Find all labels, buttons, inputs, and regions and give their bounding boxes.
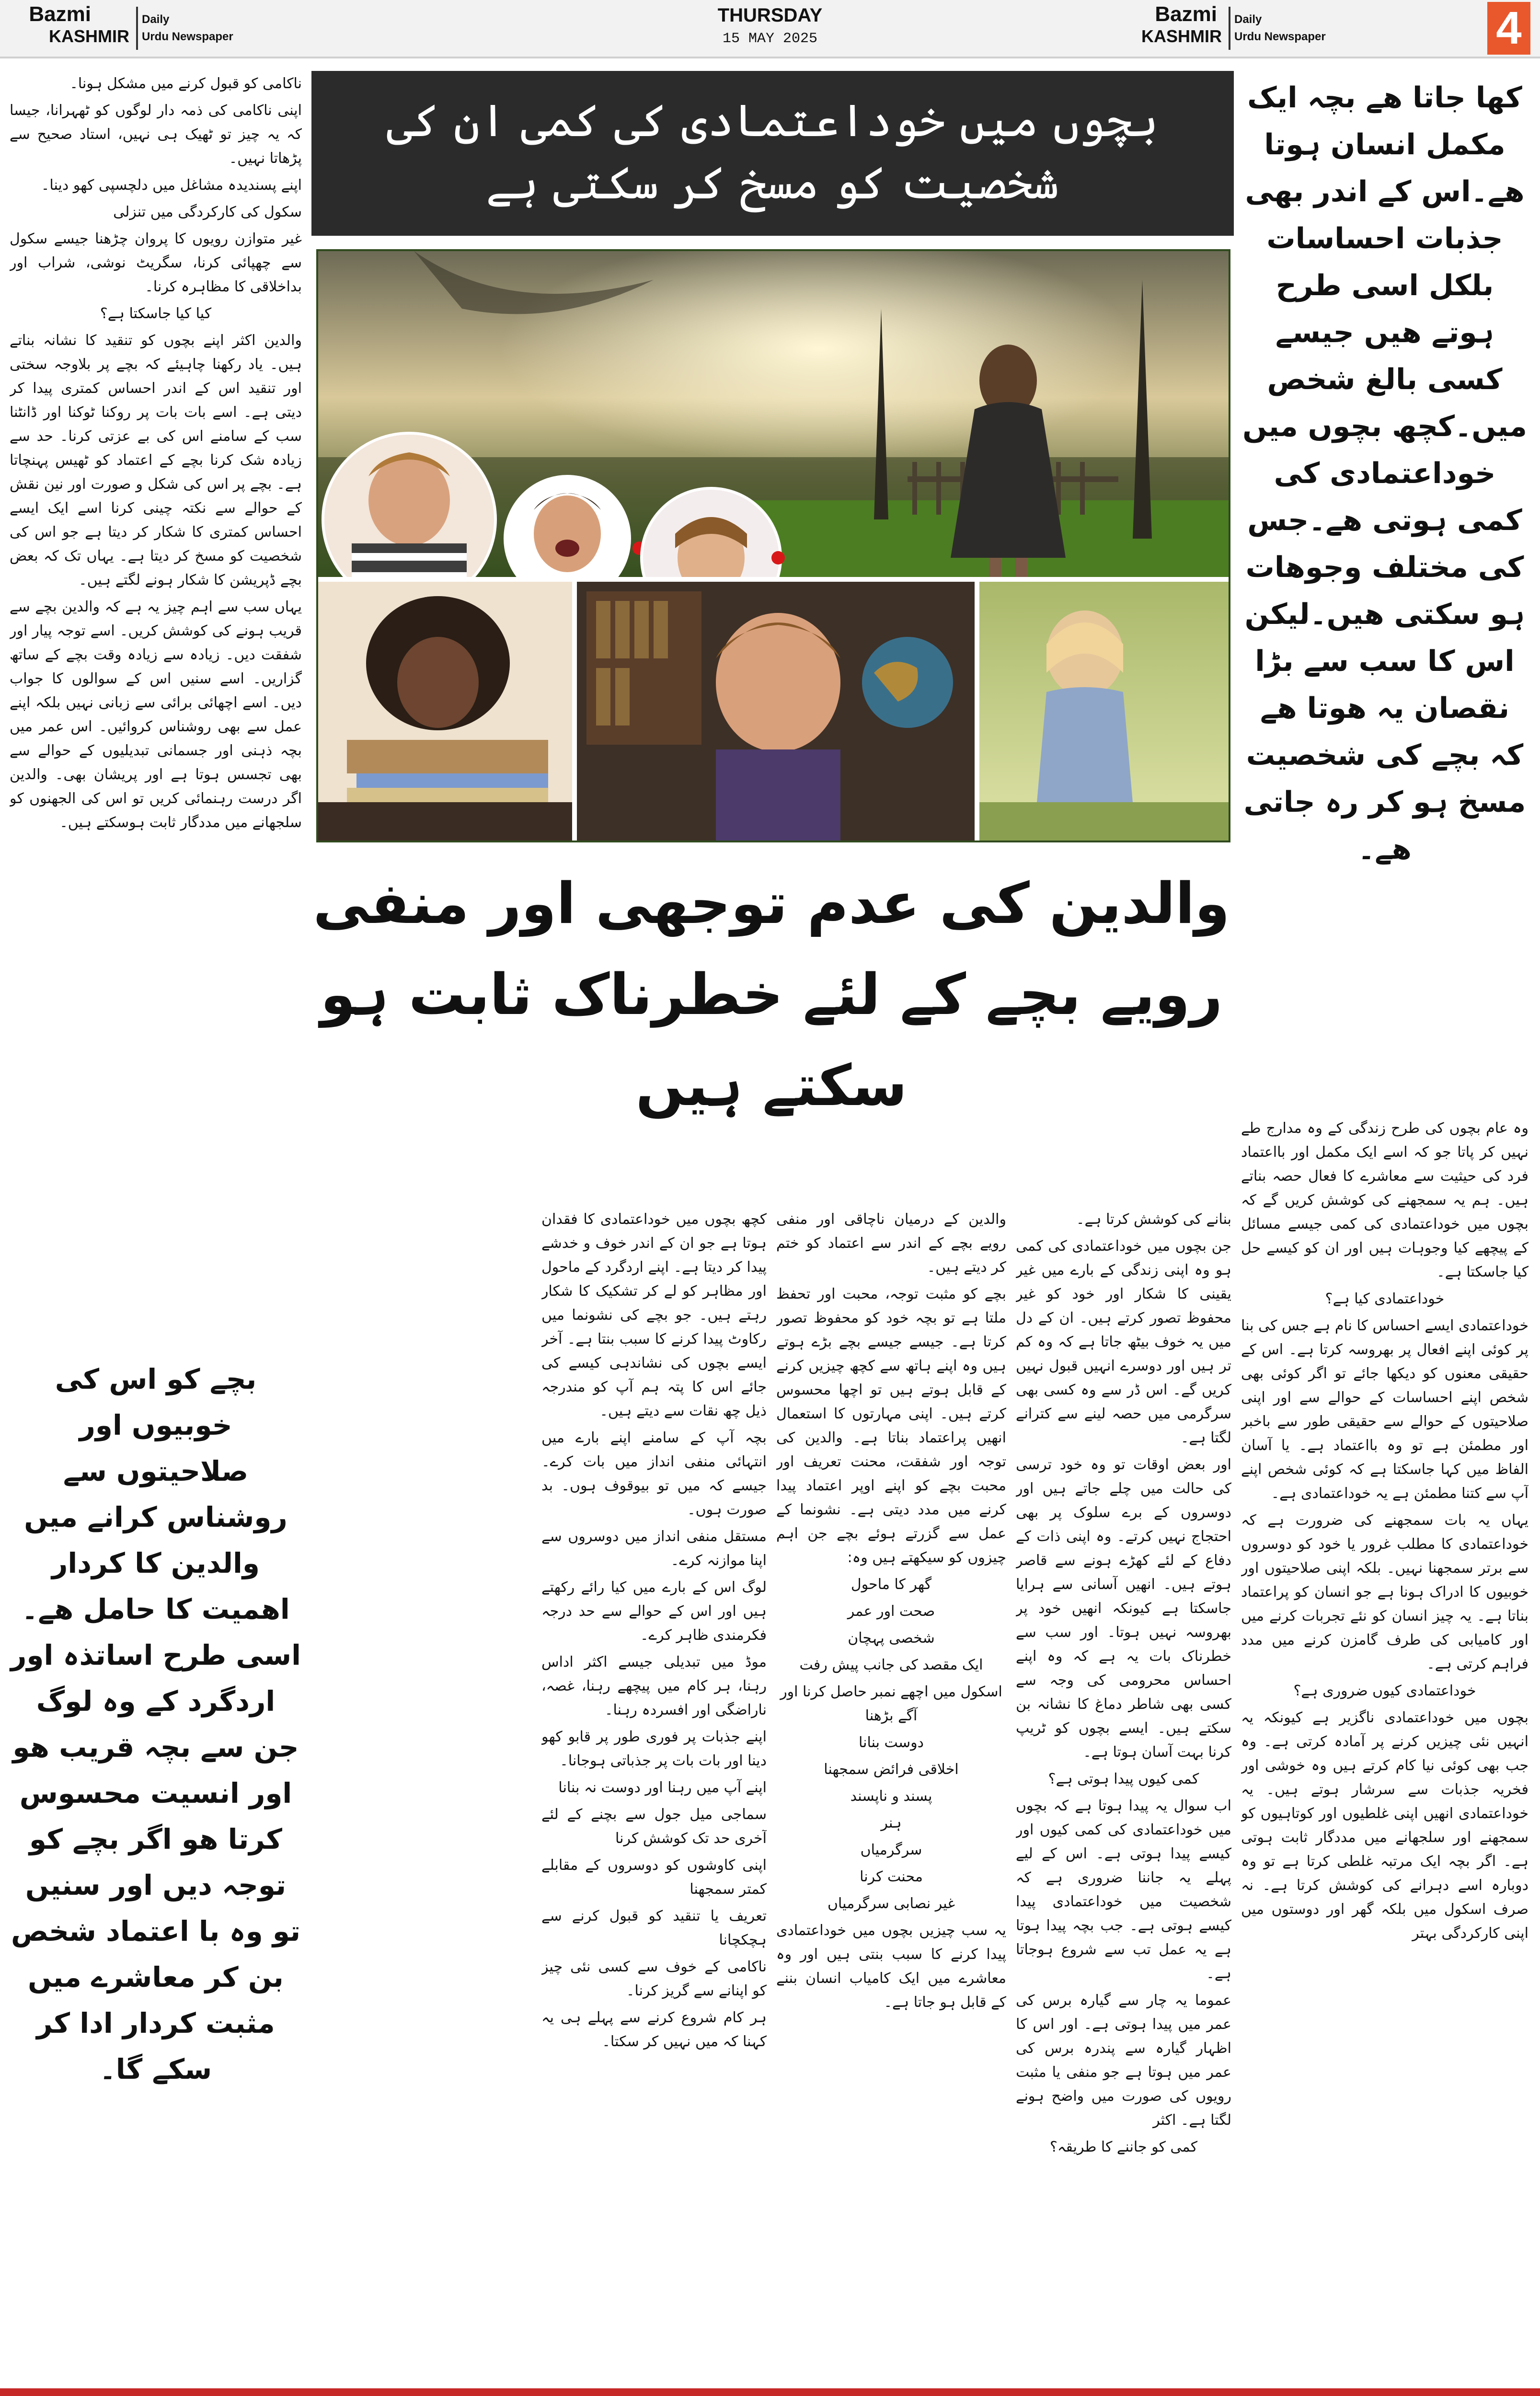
- section-heading: کمی کیوں پیدا ہوتی ہے؟: [1048, 1771, 1199, 1787]
- left-body-column: [10, 72, 302, 1347]
- brand-name-bottom: KASHMIR: [49, 26, 129, 46]
- section-heading: کمی کو جاننے کا طریقہ؟: [1049, 2139, 1198, 2155]
- paragraph: یہ سب چیزیں بچوں میں خوداعتمادی پیدا کرنے کا سبب بنتی ہیں اور وہ معاشرے میں ایک کامیاب انسان بننے کے قابل ہو جاتا ہے۔: [776, 1922, 1006, 2011]
- brand-tagline: Urdu Newspaper: [142, 30, 233, 43]
- paragraph: اپنے آپ میں رہنا اور دوست نہ بنانا: [558, 1779, 767, 1796]
- paragraph: اپنے پسندیدہ مشاغل میں دلچسپی کھو دینا۔: [41, 177, 302, 194]
- section-heading: کیا کیا جاسکتا ہے؟: [100, 305, 212, 322]
- list-item: شخصی پہچان: [848, 1630, 935, 1647]
- paragraph: مستقل منفی انداز میں دوسروں سے اپنا موازنہ کرے۔: [541, 1528, 767, 1569]
- header-day: THURSDAY: [717, 5, 823, 26]
- paragraph: بنانے کی کوشش کرتا ہے۔: [1076, 1211, 1231, 1228]
- right-pullquote: کھا جاتا ھے بچہ ایک مکمل انسان ہوتا ھے۔اس کے اندر بھی جذبات احساسات بلکل اسی طرح ہوتے ھیں جیسے کسی بالغ شخص میں۔کچھ بچوں میں خوداعتمادی کی کمی ہوتی ھے۔جس کی مختلف وجوھات ہو سکتی ھیں۔لیکن اس کا سب سے بڑا نقصان یہ ھوتا ھے کہ بچے کی شخصیت مسخ ہو کر رہ جاتی ھے۔: [1242, 81, 1527, 866]
- paragraph: اپنے جذبات پر فوری طور پر قابو کھو دینا اور بات بات پر جذباتی ہوجانا۔: [541, 1728, 767, 1769]
- paragraph: یہاں یہ بات سمجھنے کی ضرورت ہے کہ خوداعتمادی کا مطلب غرور یا خود کو دوسروں سے برتر سمجھنا نہیں۔ بلکہ اپنی صلاحیتوں اور خوبیوں کا ادراک ہونا ہے جو انسان کو پراعتماد بناتا ہے۔ یہ چیز انسان کو نئے تجربات کرنے میں اور کامیابی کی طرف گامزن کرنے میں مدد فراہم کرتی ہے۔: [1241, 1512, 1529, 1672]
- paragraph: ناکامی کے خوف سے کسی نئی چیز کو اپنانے سے گریز کرنا۔: [541, 1958, 767, 1999]
- brand-divider: [136, 7, 138, 50]
- page-number-badge: 4: [1487, 2, 1530, 55]
- footer-rule: [0, 2388, 1540, 2396]
- middle-column: [776, 1208, 1006, 2382]
- paragraph: ناکامی کو قبول کرنے میں مشکل ہونا۔: [69, 75, 302, 92]
- section-heading: خوداعتمادی کیوں ضروری ہے؟: [1293, 1682, 1476, 1699]
- list-item: غیر نصابی سرگرمیاں: [827, 1895, 955, 1912]
- section-heading: خوداعتمادی کیا ہے؟: [1325, 1290, 1445, 1307]
- paragraph: خوداعتمادی ایسے احساس کا نام ہے جس کی بنا پر کوئی اپنے افعال پر بھروسہ کرتا ہے۔ اس کے حقیقی معنوں کو دیکھا جائے تو اگر کوئی بھی شخص اپنے احساسات کے حوالے سے اور اپنی صلاحیتوں کے حوالے سے حقیقی طور سے باخبر اور مطمئن ہے تو وہ بااعتماد ہے۔ یا آسان الفاظ میں کہا جاسکتا ہے کہ کوئی شخص اپنے آپ سے کتنا مطمئن ہے یہ خوداعتمادی ہے۔: [1241, 1317, 1529, 1502]
- list-item: ہنر: [881, 1815, 902, 1832]
- right-body-column: [1241, 1117, 1529, 2382]
- paragraph: غیر متوازن رویوں کا پروان چڑھنا جیسے سکول سے چھپائی کرنا، سگریٹ نوشی، شراب اور بداخلاقی کا مظاہرہ کرنا۔: [10, 230, 302, 295]
- paragraph: اور بعض اوقات تو وہ خود ترسی کی حالت میں چلے جاتے ہیں اور دوسروں کے برے سلوک پر بھی احتجاج نہیں کرتے۔ وہ اپنی ذات کے دفاع کے لئے کھڑے ہونے سے قاصر ہوتے ہیں۔ انھیں آسانی سے ہرایا جاسکتا ہے کیونکہ انھیں خود پر بھروسہ نہیں ہوتا۔ اور سب سے خطرناک بات یہ ہے کہ وہ اپنے احساس محرومی کی وجہ سے کسی بھی شاطر دماغ کا نشانہ بن سکتے ہیں۔ ایسے بچوں کو ٹریپ کرنا بہت آسان ہوتا ہے۔: [1016, 1456, 1231, 1761]
- paragraph: بچوں میں خوداعتمادی ناگزیر ہے کیونکہ یہ انہیں نئی چیزیں کرنے پر آمادہ کرتی ہے۔ وہ جب بھی کوئی نیا کام کرتے ہیں وہ خوشی اور فخریہ جذبات سے سرشار ہوتے ہیں۔ یہ خوداعتمادی انھیں اپنی غلطیوں اور کوتاہیوں کو سمجھنے اور سلجھانے میں مددگار ثابت ہوتی ہے۔ اگر بچہ ایک مرتبہ غلطی کرتا ہے تو وہ دوبارہ اسے دہرانے کی کوشش کرتا ہے۔ نہ صرف اسکول میں بلکہ گھر اور دوستوں میں اپنی کارکردگی بہتر: [1241, 1709, 1529, 1942]
- middle-left-column: [541, 1208, 767, 2382]
- list-item: صحت اور عمر: [847, 1603, 935, 1620]
- paragraph: عموما یہ چار سے گیارہ برس کی عمر میں پیدا ہوتی ہے۔ اور اس کا اظہار گیارہ سے پندرہ برس کی عمر میں ہوتا ہے جو منفی یا مثبت رویوں کی صورت میں واضح ہونے لگتا ہے۔ اکثر: [1016, 1992, 1231, 2129]
- paragraph: اپنی کاوشوں کو دوسروں کے مقابلے کمتر سمجھنا: [541, 1857, 767, 1898]
- paragraph: موڈ میں تبدیلی جیسے اکثر اداس رہنا، ہر کام میں پیچھے رہنا، غصہ، ناراضگی اور افسردہ رہنا۔: [541, 1654, 767, 1718]
- brand-name-bottom-right: KASHMIR: [1141, 26, 1222, 46]
- list-item: اخلاقی فرائض سمجھنا: [824, 1761, 959, 1778]
- paragraph: کچھ بچوں میں خوداعتمادی کا فقدان ہوتا ہے جو ان کے اندر خوف و خدشے پیدا کر دیتا ہے۔ اپنے اردگرد کے ماحول اور مظاہر کو لے کر تشکیک کا شکار رہتے ہیں۔ جو بچے کی نشونما میں رکاوٹ پیدا کرنے کا سبب بنتا ہے۔ آخر ایسے بچوں کی نشاندہی کیسے کی جائے اس کا پتہ ہم آپ کو مندرجہ ذیل چھ نقات سے دیتے ہیں۔: [541, 1211, 767, 1419]
- brand-name-top: Bazmi: [29, 2, 91, 26]
- list-item: گھر کا ماحول: [850, 1576, 932, 1593]
- brand-tagline-right: Urdu Newspaper: [1234, 30, 1326, 43]
- paragraph: لوگ اس کے بارے میں کیا رائے رکھتے ہیں اور اس کے حوالے سے حد درجہ فکرمندی ظاہر کرے۔: [541, 1579, 767, 1644]
- collage-illustration: [318, 251, 1229, 841]
- paragraph: سماجی میل جول سے بچنے کے لئے آخری حد تک کوشش کرنا: [541, 1806, 767, 1847]
- paragraph: تعریف یا تنقید کو قبول کرنے سے ہچکچانا: [541, 1908, 767, 1948]
- paragraph: وہ عام بچوں کی طرح زندگی کے وہ مدارج طے نہیں کر پاتا جو کہ اسے ایک مکمل اور بااعتماد فرد کی حیثیت سے معاشرے کا فعال حصہ بناتے ہیں۔ ہم یہ سمجھنے کی کوشش کریں گے کہ بچوں میں خوداعتمادی کی کمی جیسے مسائل کے پیچھے کیا وجوہات ہیں اور ان کو کیسے حل کیا جاسکتا ہے۔: [1241, 1120, 1529, 1280]
- list-item: پسند و ناپسند: [850, 1788, 932, 1805]
- paragraph: بچے کو مثبت توجہ، محبت اور تحفظ ملتا ہے تو بچہ خود کو محفوظ تصور کرتا ہے۔ جیسے جیسے بچے بڑے ہوتے ہیں وہ اپنے ہاتھ سے کچھ چیزیں کرنے کے قابل ہوتے ہیں تو اچھا محسوس کرتے ہیں۔ اپنی مہارتوں کا استعمال انھیں پراعتماد بناتا ہے۔ والدین کی توجہ اور شفقت، محنت تعریف اور محبت بچے کو اپنے اوپر اعتماد پیدا کرنے میں مدد دیتی ہے۔ نشونما کے عمل سے گزرتے ہوئے بچے جن اہم چیزوں کو سیکھتے ہیں وہ:: [776, 1286, 1006, 1566]
- brand-name-top-right: Bazmi: [1155, 2, 1217, 26]
- list-item: سرگرمیاں: [860, 1842, 922, 1858]
- brand-divider-right: [1229, 7, 1230, 50]
- brand-daily-right: Daily: [1234, 13, 1262, 26]
- paragraph: سکول کی کارکردگی میں تنزلی: [113, 204, 302, 220]
- headline-box: [311, 71, 1234, 236]
- list-item: محنت کرنا: [860, 1868, 923, 1885]
- paragraph: ہر کام شروع کرنے سے پہلے ہی یہ کہنا کہ میں نہیں کر سکتا۔: [541, 2009, 767, 2050]
- article-photo-collage: [316, 249, 1230, 842]
- paragraph: اب سوال یہ پیدا ہوتا ہے کہ بچوں میں خوداعتمادی کی کمی کیوں اور کیسے پیدا ہوتی ہے۔ اس کے لیے پہلے یہ جاننا ضروری ہے کہ شخصیت میں خوداعتمادی پیدا کیسے ہوتی ہے۔ جب بچہ پیدا ہوتا ہے یہ عمل تب سے شروع ہوجاتا ہے۔: [1016, 1797, 1231, 1982]
- subheadline: والدین کی عدم توجھی اور منفی رویے بچے کے لئے خطرناک ثابت ہو سکتے ہیں: [313, 870, 1230, 1118]
- brand-daily: Daily: [142, 13, 170, 26]
- left-pullquote: بچے کو اس کی خوبیوں اور صلاحیتوں سے روشناس کرانے میں والدین کا کردار اھمیت کا حامل ھے۔اسی طرح اساتذہ اور اردگرد کے وہ لوگ جن سے بچہ قریب ھو اور انسیت محسوس کرتا ھو اگر بچے کو توجہ دیں اور سنیں تو وہ با اعتماد شخص بن کر معاشرے میں مثبت کردار ادا کر سکے گا۔: [11, 1363, 301, 2085]
- paragraph: یہاں سب سے اہم چیز یہ ہے کہ والدین بچے سے قریب ہونے کی کوشش کریں۔ اسے توجہ پیار اور شفقت دیں۔ زیادہ سے زیادہ وقت بچے کے ساتھ گزاریں۔ اسے سنیں اس کے سوالوں کا جواب دیں۔ اسے اچھائی برائی سے زبانی نہیں بلکہ اپنے عمل سے بھی روشناس کروائیں۔ اس عمر میں بچہ ذہنی اور جسمانی تبدیلیوں کے حوالے سے بھی تجسس ہوتا ہے اور پریشان بھی۔ والدین اگر درست رہنمائی کریں تو اس کی الجھنوں کو سلجھانے میں مددگار ثابت ہوسکتے ہیں۔: [10, 599, 302, 831]
- paragraph: جن بچوں میں خوداعتمادی کی کمی ہو وہ اپنی زندگی کے بارے میں غیر یقینی کا شکار اور خود کو غیر محفوظ تصور کرتے ہیں۔ ان کے دل میں یہ خوف بیٹھ جاتا ہے کہ وہ کم تر ہیں اور دوسرے انہیں قبول نہیں کریں گے۔ اس ڈر سے وہ کسی بھی سرگرمی میں حصہ لینے سے کترانے لگتا ہے۔: [1016, 1238, 1231, 1446]
- list-item: دوست بنانا: [858, 1734, 924, 1751]
- paragraph: والدین کے درمیان ناچاقی اور منفی رویے بچے کے اندر سے اعتماد کو ختم کر دیتے ہیں۔: [776, 1211, 1006, 1276]
- paragraph: والدین اکثر اپنے بچوں کو تنقید کا نشانہ بناتے ہیں۔ یاد رکھنا چاہیئے کہ بچے پر بلاوجہ سختی اور تنقید اس کے اندر احساس کمتری پیدا کر دیتی ہے۔ اسے بات بات پر روکنا ٹوکنا اور ڈانٹنا سب کے سامنے اس کی بے عزتی کرنا۔ حد سے زیادہ شک کرنا بچے کے اعتماد کو ٹھیس پہنچاتا ہے۔ بچے پر اس کی شکل و صورت اور نین نقش کے حوالے سے نکتہ چینی کرنا اسے ایک ایسے احساس کمتری کا شکار کر دیتا ہے جو اس کی شخصیت کو مسخ کر دیتا ہے۔ یہاں تک کہ بعض بچے ڈپریشن کا شکار ہونے لگتے ہیں۔: [10, 332, 302, 588]
- middle-right-column: [1016, 1208, 1231, 2382]
- paragraph: اپنی ناکامی کی ذمہ دار لوگوں کو ٹھہرانا، جیسا کہ یہ چیز تو ٹھیک ہی نہیں، استاد صحیح سے پڑھاتا نہیں۔: [10, 102, 302, 167]
- header-date: 15 MAY 2025: [722, 31, 818, 47]
- paragraph: بچہ آپ کے سامنے اپنے بارے میں انتہائی منفی انداز میں بات کرے۔ جیسے کہ میں تو بیوقوف ہوں۔ بد صورت ہوں۔: [541, 1429, 767, 1518]
- list-item: اسکول میں اچھے نمبر حاصل کرنا اور آگے بڑھنا: [780, 1683, 1002, 1724]
- headline: بچوں میں خوداعتمادی کی کمی ان کی شخصیت کو مسخ کر سکتی ہے: [386, 95, 1159, 209]
- list-item: ایک مقصد کی جانب پیش رفت: [799, 1657, 983, 1673]
